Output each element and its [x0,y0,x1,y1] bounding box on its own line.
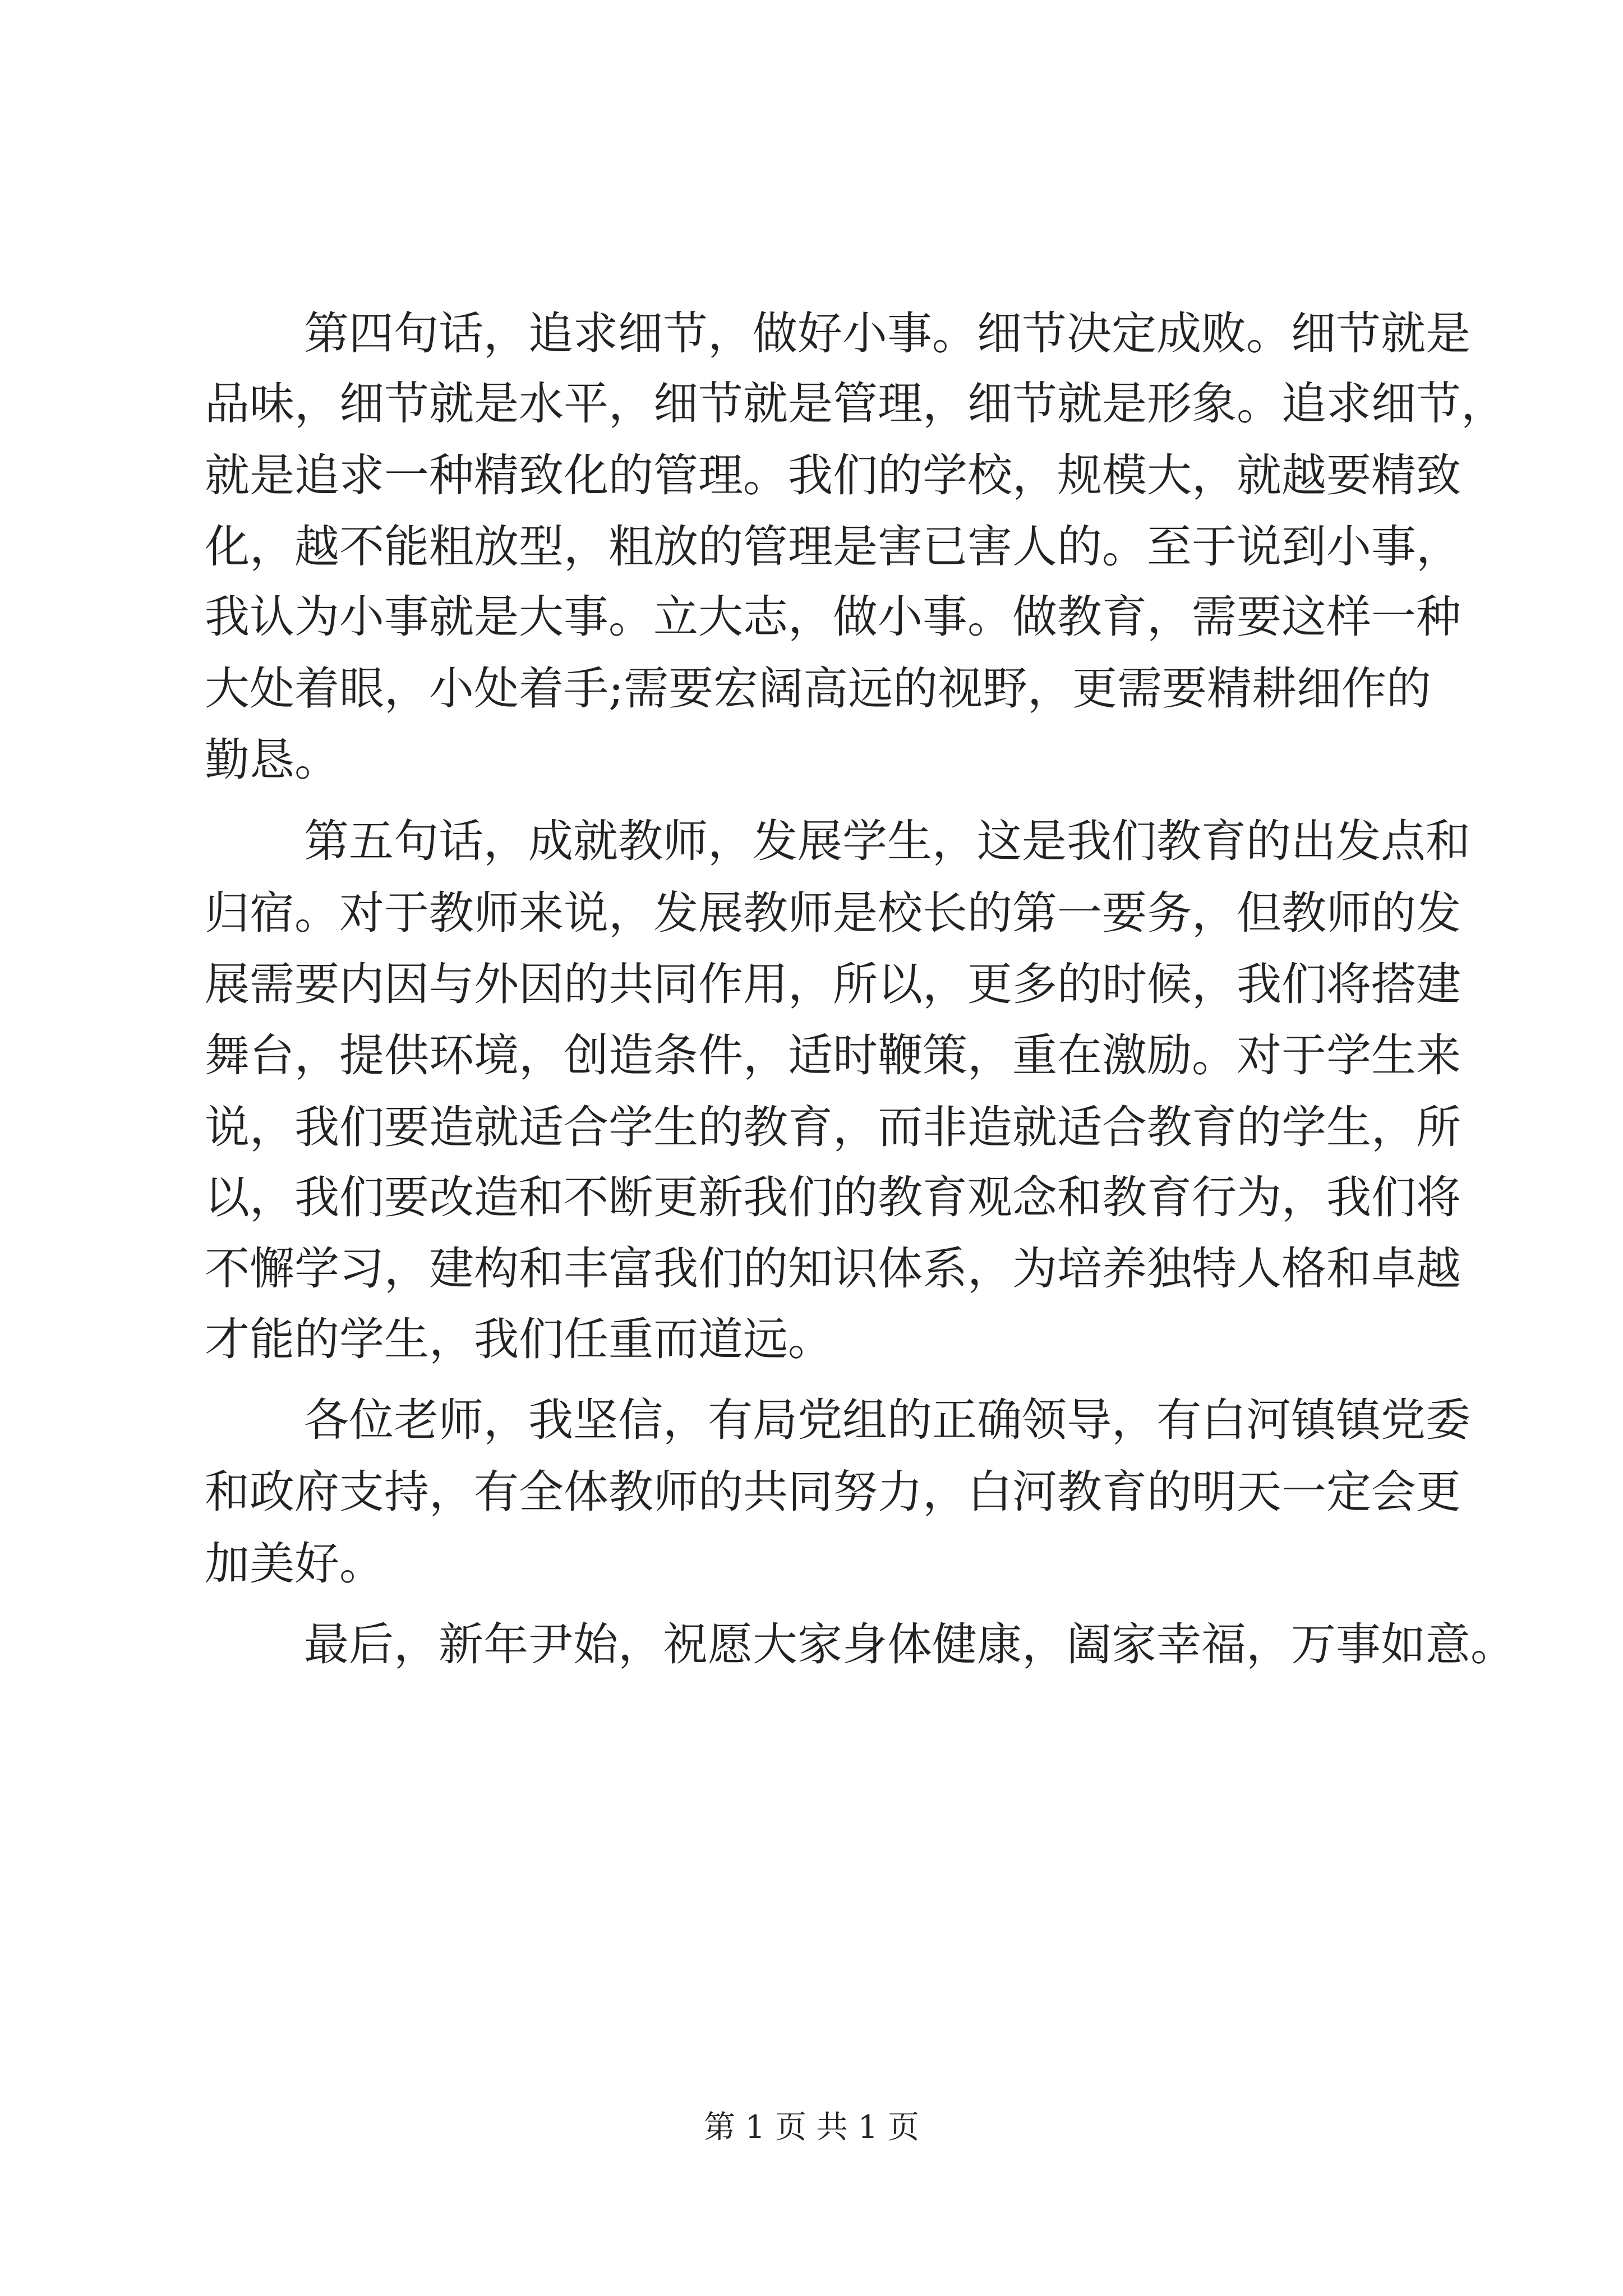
page-footer [0,2108,1623,2147]
paragraph-1-line-7: 勤恳。 [205,734,339,786]
paragraph-2-line-4: 舞台，提供环境，创造条件，适时鞭策，重在激励。对于学生来 [205,1029,1461,1082]
paragraph-2-line-3: 展需要内因与外因的共同作用，所以，更多的时候，我们将搭建 [205,958,1461,1010]
paragraph-2-line-5: 说，我们要造就适合学生的教育，而非造就适合教育的学生，所 [205,1101,1461,1153]
paragraph-1-line-3: 就是追求一种精致化的管理。我们的学校，规模大，就越要精致 [205,449,1461,501]
paragraph-3-line-2: 和政府支持，有全体教师的共同努力，白河教育的明天一定会更 [205,1466,1461,1518]
paragraph-3-line-1: 各位老师，我坚信，有局党组的正确领导，有白河镇镇党委 [304,1394,1470,1446]
paragraph-2-line-6: 以，我们要改造和不断更新我们的教育观念和教育行为，我们将 [205,1171,1461,1223]
paragraph-1-line-4: 化，越不能粗放型，粗放的管理是害已害人的。至于说到小事， [205,521,1461,573]
paragraph-2-line-8: 才能的学生，我们任重而道远。 [205,1313,833,1365]
page-number: 第 1 页 共 1 页 [703,2109,920,2146]
paragraph-2-line-1: 第五句话，成就教师，发展学生，这是我们教育的出发点和 [304,815,1470,867]
paragraph-2-line-2: 归宿。对于教师来说，发展教师是校长的第一要务，但教师的发 [205,887,1461,939]
paragraph-1-line-5: 我认为小事就是大事。立大志，做小事。做教育，需要这样一种 [205,591,1461,643]
paragraph-1-line-2: 品味，细节就是水平，细节就是管理，细节就是形象。追求细节， [205,378,1506,430]
paragraph-4-line-1: 最后，新年尹始，祝愿大家身体健康，阖家幸福，万事如意。 [304,1618,1515,1671]
paragraph-1-line-6: 大处着眼，小处着手;需要宏阔高远的视野，更需要精耕细作的 [205,662,1431,715]
paragraph-1-line-1: 第四句话，追求细节，做好小事。细节决定成败。细节就是 [304,307,1470,360]
paragraph-2-line-7: 不懈学习，建构和丰富我们的知识体系，为培养独特人格和卓越 [205,1243,1461,1295]
paragraph-3-line-3: 加美好。 [205,1538,384,1590]
